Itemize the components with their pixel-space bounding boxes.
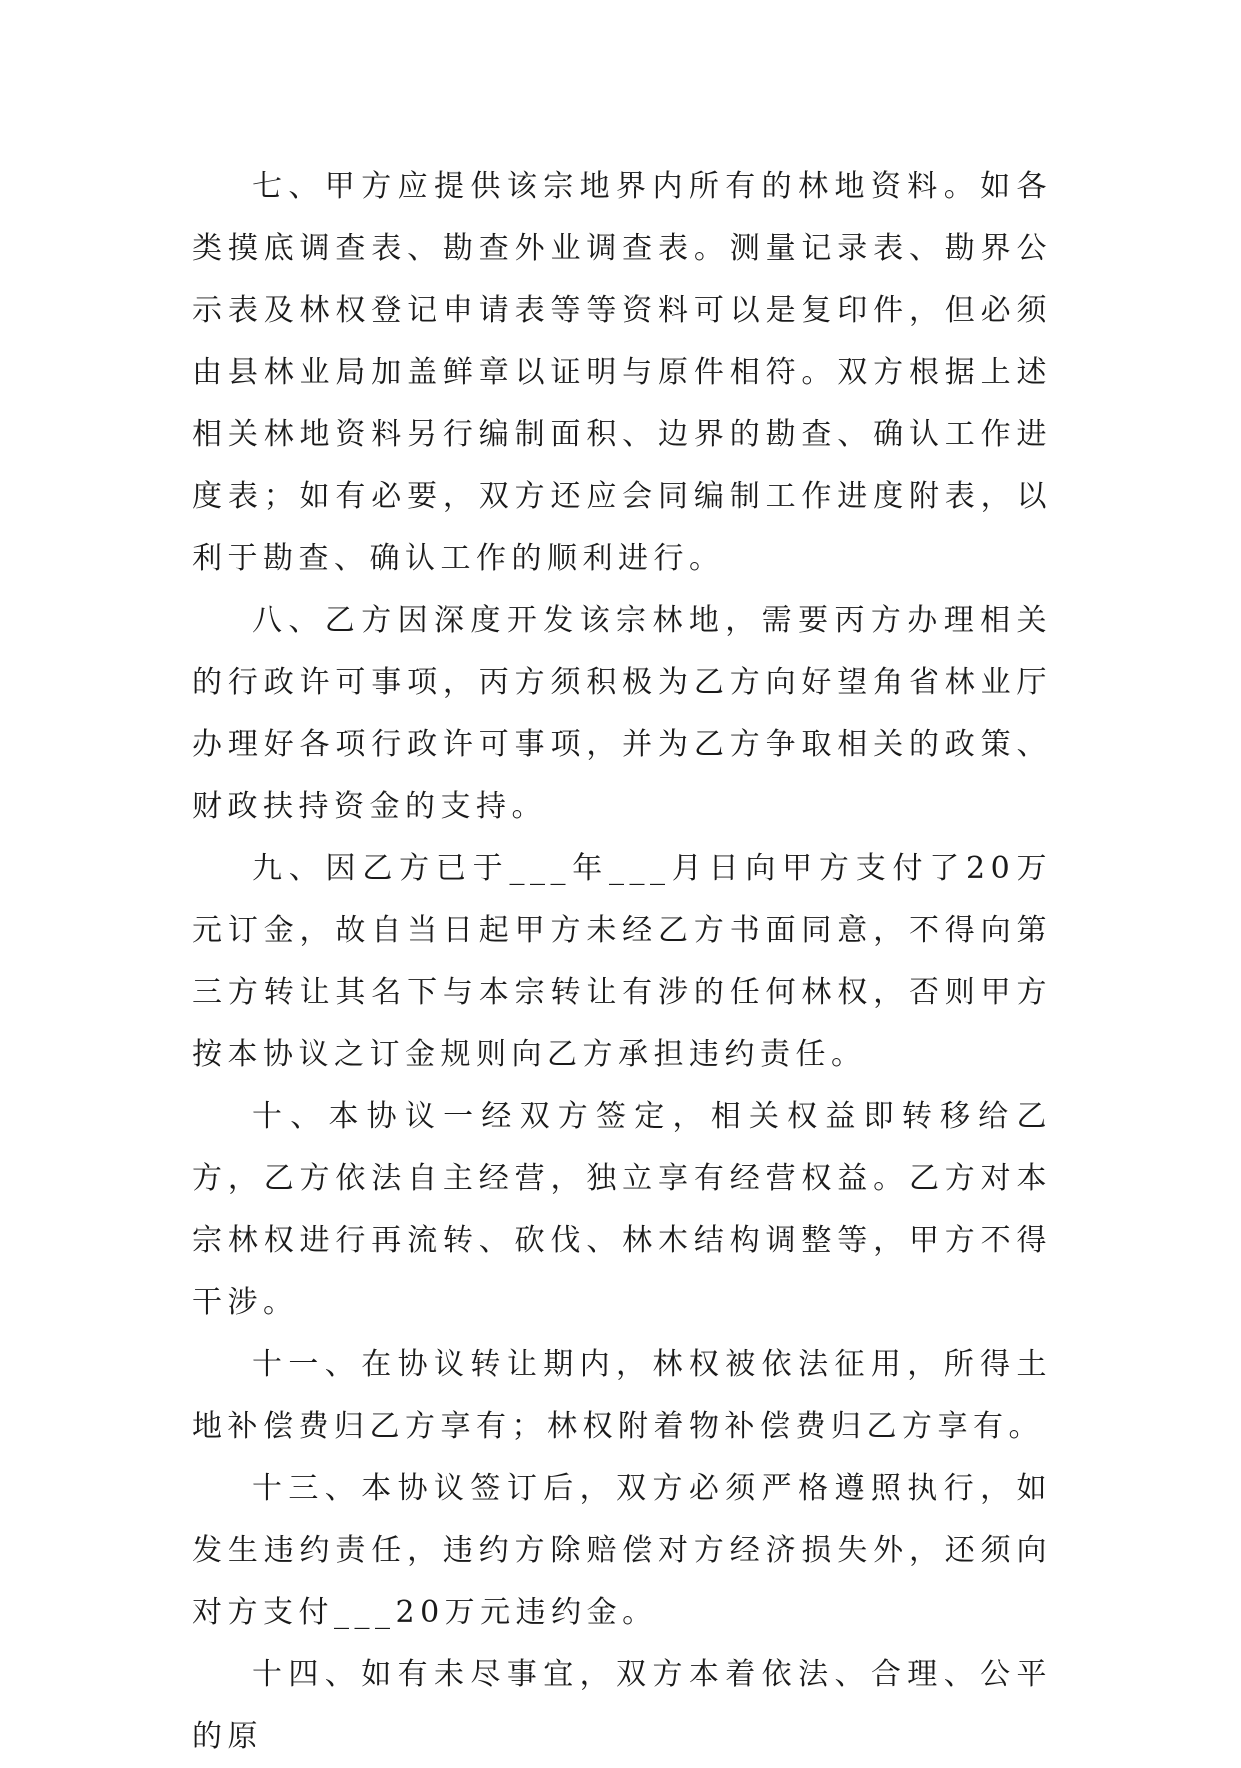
document-body [192, 156, 1052, 1768]
clause-fourteen-paragraph: 十四、如有未尽事宜，双方本着依法、合理、公平的原 [192, 1657, 1052, 1754]
clause-eight-paragraph: 八、乙方因深度开发该宗林地，需要丙方办理相关的行政许可事项，丙方须积极为乙方向好望角省林业厅办理好各项行政许可事项，并为乙方争取相关的政策、财政扶持资金的支持。 [192, 603, 1052, 824]
clause-nine-paragraph: 九、因乙方已于___年___月日向甲方支付了20万元订金，故自当日起甲方未经乙方书面同意，不得向第三方转让其名下与本宗转让有涉的任何林权，否则甲方按本协议之订金规则向乙方承担违约责任。 [192, 851, 1052, 1072]
clause-seven-paragraph: 七、甲方应提供该宗地界内所有的林地资料。如各类摸底调查表、勘查外业调查表。测量记录表、勘界公示表及林权登记申请表等等资料可以是复印件，但必须由县林业局加盖鲜章以证明与原件相符。双方根据上述相关林地资料另行编制面积、边界的勘查、确认工作进度表；如有必要，双方还应会同编制工作进度附表，以利于勘查、确认工作的顺利进行。 [192, 169, 1052, 576]
clause-eleven-paragraph: 十一、在协议转让期内，林权被依法征用，所得土地补偿费归乙方享有；林权附着物补偿费归乙方享有。 [192, 1347, 1052, 1444]
clause-thirteen-paragraph: 十三、本协议签订后，双方必须严格遵照执行，如发生违约责任，违约方除赔偿对方经济损失外，还须向对方支付___20万元违约金。 [192, 1471, 1052, 1630]
clause-ten-paragraph: 十、本协议一经双方签定，相关权益即转移给乙方，乙方依法自主经营，独立享有经营权益。乙方对本宗林权进行再流转、砍伐、林木结构调整等，甲方不得干涉。 [192, 1099, 1052, 1320]
